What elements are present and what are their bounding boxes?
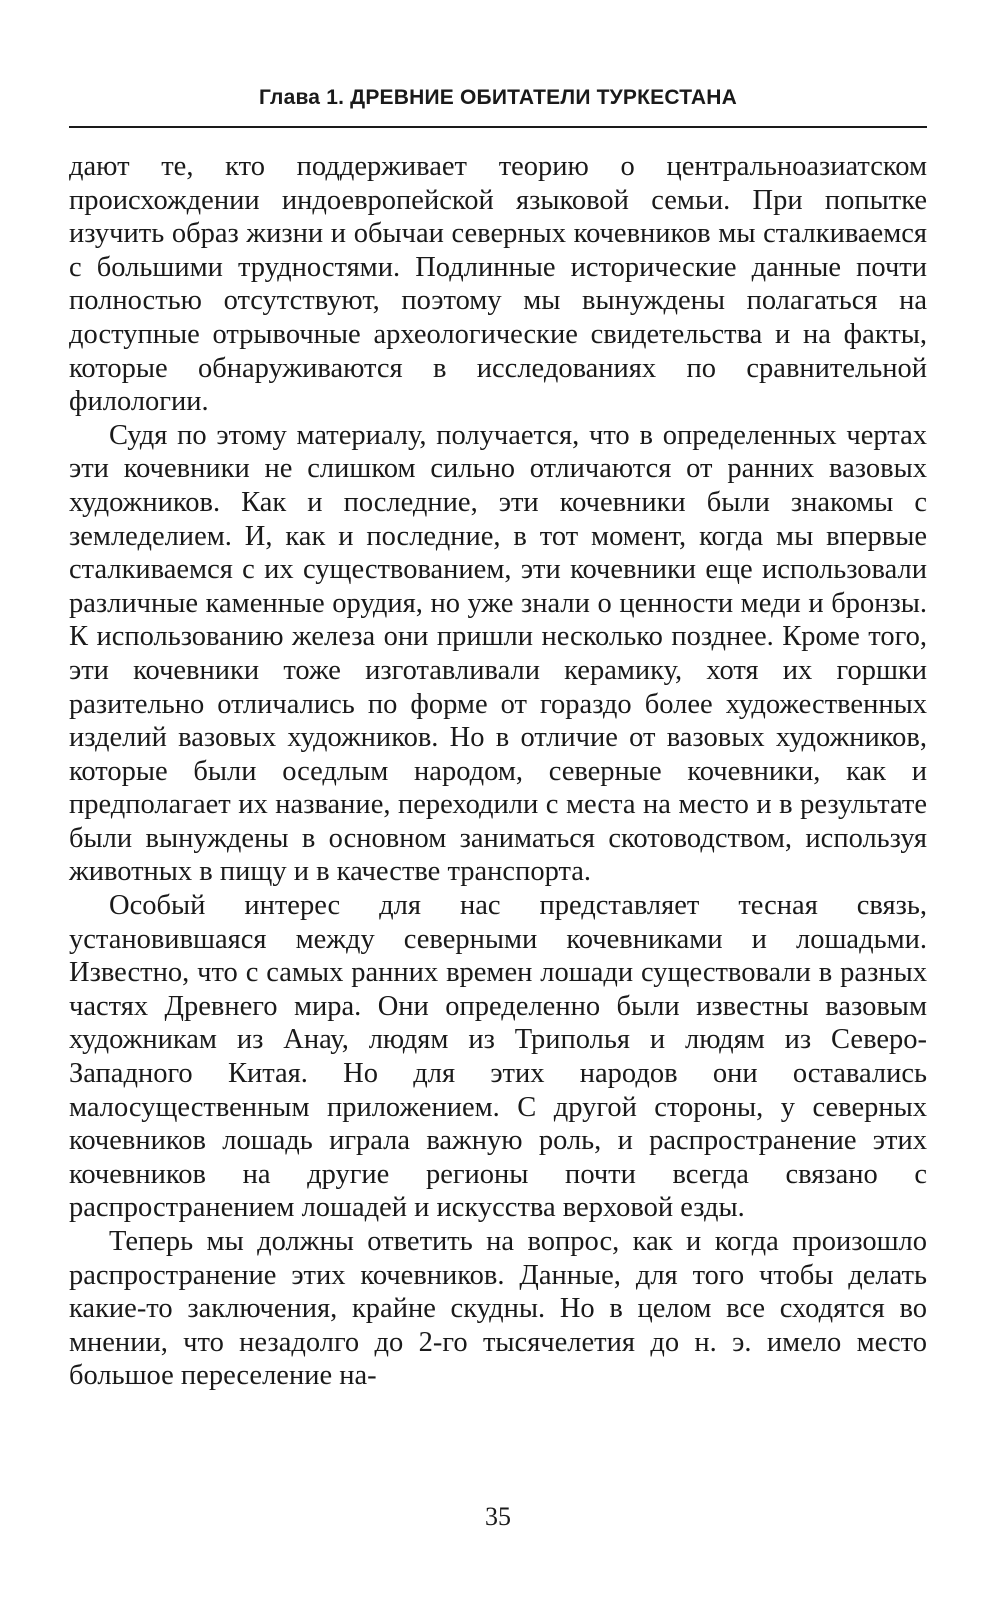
- page-body: [69, 150, 927, 1393]
- paragraph-migration: Теперь мы должны ответить на вопрос, как и когда произошло распространение этих кочевников. Данные, для того чтобы делать какие-то заключения, крайне скудны. Но в целом все сходятся во мнении, что незадолго до 2-го тысячелетия до н. э. имело место большое переселение на-: [69, 1226, 927, 1392]
- paragraph-nomad-material: Судя по этому материалу, получается, что в определенных чертах эти кочевники не слишком сильно отличаются от ранних вазовых художников. Как и последние, эти кочевники были знакомы с земледелием. И, как и последние, в тот момент, когда мы впервые сталкиваемся с их существованием, эти кочевники еще использовали различные каменные орудия, но уже знали о ценности меди и бронзы. К использованию железа они пришли несколько позднее. Кроме того, эти кочевники тоже изготавливали керамику, хотя их горшки разительно отличались по форме от гораздо более художественных изделий вазовых художников. Но в отличие от вазовых художников, которые были оседлым народом, северные кочевники, как и предполагает их название, переходили с места на место и в результате были вынуждены в основном заниматься скотоводством, используя животных в пищу и в качестве транспорта.: [69, 419, 927, 888]
- header-divider: [69, 126, 927, 128]
- running-head-title: Глава 1. ДРЕВНИЕ ОБИТАТЕЛИ ТУРКЕСТАНА: [258, 86, 738, 109]
- paragraph-nomads-horses: Особый интерес для нас представляет тесная связь, установившаяся между северными кочевниками и лошадьми. Известно, что с самых ранних времен лошади существовали в разных частях Древнего мира. Они определенно были известны вазовым художникам из Анау, людям из Триполья и людям из Северо-Западного Китая. Но для этих народов они оставались малосущественным приложением. С другой стороны, у северных кочевников лошадь играла важную роль, и распространение этих кочевников на другие регионы почти всегда связано с распространением лошадей и искусства верховой езды.: [69, 890, 927, 1224]
- page-number: 35: [485, 1502, 511, 1531]
- paragraph-continuation: дают те, кто поддерживает теорию о центральноазиатском происхождении индоевропейской языковой семьи. При попытке изучить образ жизни и обычаи северных кочевников мы сталкиваемся с большими трудностями. Подлинные исторические данные почти полностью отсутствуют, поэтому мы вынуждены полагаться на доступные отрывочные археологические свидетельства и на факты, которые обнаруживаются в исследованиях по сравнительной филологии.: [69, 151, 927, 418]
